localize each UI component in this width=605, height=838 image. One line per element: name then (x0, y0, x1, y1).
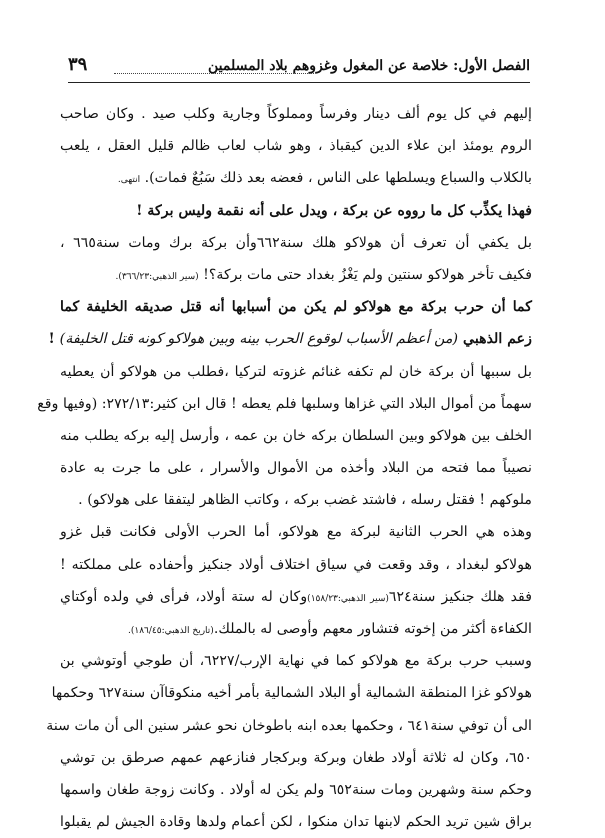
text-span: ملوكهم ! فقتل رسله ، فاشتد غضب بركه ، وكاتب الظاهر ليتفقا على هولاكو) . (78, 492, 532, 509)
text-line (60, 484, 532, 516)
text-span: وكان له ستة أولاد، فرأى في ولده أوكتاي (60, 588, 308, 605)
text-span: الخلف بين هولاكو وبين السلطان بركه خان بن عمه ، وأرسل إليه بركه يطلب منه (60, 427, 532, 444)
leader-dots (114, 73, 314, 74)
text-span: انتهى. (117, 175, 141, 186)
text-line (60, 581, 532, 613)
text-line (60, 162, 532, 194)
text-span: الروم يومئذ ابن علاء الدين كيقباذ ، وهو شاب لعاب ظالم قليل العقل ، يلعب (60, 138, 532, 155)
running-header (68, 56, 530, 83)
text-span: بالكلاب والسباع ويسلطها على الناس ، فعضه بعد ذلك سَبُعٌ فمات). (140, 170, 532, 187)
text-span: الى أن توفي سنة٦٤١ ، وحكمها بعده ابنه باطوخان نحو عشر سنين الى أن مات سنة (46, 717, 532, 734)
text-span: (من أعظم الأسباب لوقوع الحرب بينه وبين هولاكو كونه قتل الخليفة) (59, 331, 459, 348)
text-span: كما أن حرب بركة مع هولاكو لم يكن من أسبابها أنه قتل صديقه الخليفة كما (60, 299, 532, 316)
text-span: نصيباً مما فتحه من البلاد وأخذه من الأموال والأسرار ، على ما جرت به عادة (60, 460, 532, 477)
text-line (60, 645, 532, 677)
text-line (60, 291, 532, 323)
text-line (60, 98, 532, 130)
text-line (60, 516, 532, 548)
text-line (51, 677, 532, 709)
text-line (60, 549, 532, 581)
text-line (60, 774, 532, 806)
text-line (37, 388, 532, 420)
text-span: وسبب حرب بركة مع هولاكو كما في نهاية الإرب/٦٢٢٧، أن طوجي أوتوشي بن (60, 653, 533, 670)
text-span: (سير الذهبي:٣٦٦/٢٣). (115, 271, 199, 282)
text-span: (تاريخ الذهبي:١٨٦/٤٥). (128, 626, 214, 636)
chapter-title: الفصل الأول: خلاصة عن المغول وغزوهم بلاد المسلمين (208, 58, 530, 74)
text-line (48, 323, 532, 355)
text-line (60, 356, 532, 388)
text-span: هولاكو غزا المنطقة الشمالية أو البلاد الشمالية بأمر أخيه منكوقاآن سنة٦٢٧ وحكمها (51, 685, 532, 702)
text-line (46, 710, 532, 742)
text-span: الكفاءة أكثر من إخوته فتشاور معهم وأوصى له بالملك. (213, 621, 532, 637)
text-line (60, 420, 532, 452)
text-span: براق شين تريد الحكم لابنها تدان منكوا ، لكن أعمام ولدها وقادة الجيش لم يقبلوا (60, 814, 532, 831)
text-span: (سير الذهبي:١٥٨/٢٣) (307, 593, 389, 604)
text-span: بل يكفي أن تعرف أن هولاكو هلك سنة٦٦٢وأن بركة برك ومات سنة٦٦٥ ، (60, 234, 533, 251)
text-line (60, 130, 532, 162)
text-line (60, 259, 532, 291)
text-line (60, 452, 532, 484)
text-line (60, 806, 532, 838)
text-span: وهذه هي الحرب الثانية لبركة مع هولاكو، أما الحرب الأولى فكانت قبل غزو (60, 524, 532, 541)
text-span: ! (48, 331, 60, 348)
text-span: فقد هلك جنكيز سنة٦٢٤ (388, 588, 532, 605)
text-line (60, 742, 532, 774)
page-number: ٣٩ (68, 54, 88, 75)
text-span: هولاكو لبغداد ، وقد وقعت في سياق اختلاف أولاد جنكيز وأحفاده على مملكته ! (60, 556, 532, 573)
text-line (60, 195, 532, 227)
text-span: فكيف تأخر هولاكو سنتين ولم يَغْزُ بغداد حتى مات بركة؟! (198, 266, 532, 283)
text-span: إليهم في كل يوم ألف دينار وفرساً ومملوكاً وجارية وكلب صيد . وكان صاحب (60, 106, 532, 122)
text-span: ٦٥٠، وكان له ثلاثة أولاد طغان وبركة وبركجار فنازعهم عمهم صرطق بن توشي (60, 749, 532, 766)
text-line (60, 227, 532, 259)
text-span: وحكم سنة وشهرين ومات سنة٦٥٢ ولم يكن له أولاد . وكانت زوجة طغان واسمها (60, 781, 532, 798)
text-span: فهذا يكذِّب كل ما رووه عن بركة ، ويدل على أنه نقمة وليس بركة ! (136, 202, 532, 219)
body-text (37, 98, 533, 838)
text-span: بل سببها أن بركة خان لم تكفه غنائم غزوته لتركيا ،فطلب من هولاكو أن يعطيه (60, 363, 532, 380)
text-span: سهماً من أموال البلاد التي غزاها وسلبها فلم يعطه ! قال ابن كثير:٢٧٢/١٣: (وفيها وقع (37, 395, 532, 412)
text-line (60, 613, 532, 645)
text-span: زعم الذهبي (458, 331, 532, 348)
